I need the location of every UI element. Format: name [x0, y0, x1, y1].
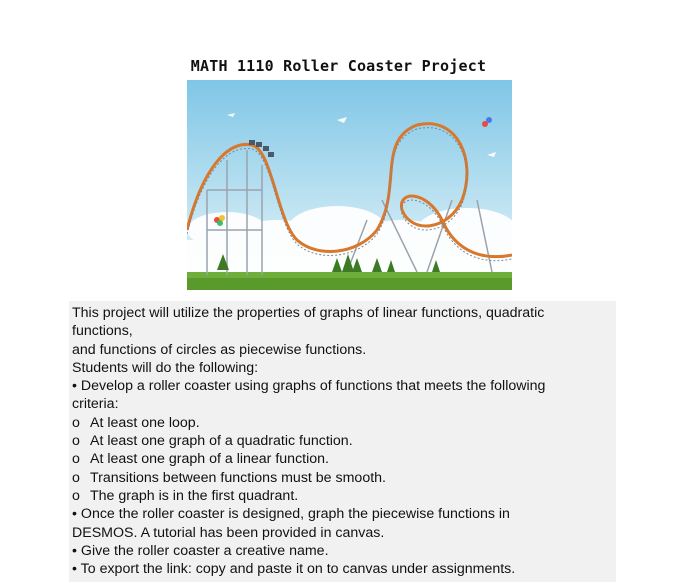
description-line: • Once the roller coaster is designed, graph the piecewise functions in: [72, 506, 510, 523]
page-title: MATH 1110 Roller Coaster Project: [190, 57, 487, 75]
circle-bullet-icon: o: [72, 487, 80, 504]
description-line: This project will utilize the properties of graphs of linear functions, quadratic: [72, 305, 545, 321]
criteria-item: o At least one graph of a linear function.: [72, 451, 329, 468]
criteria-item: o At least one graph of a quadratic function.: [72, 433, 353, 450]
project-description: [72, 304, 612, 578]
description-line: • Give the roller coaster a creative name.: [72, 542, 329, 559]
circle-bullet-icon: o: [72, 433, 80, 450]
description-line: • Develop a roller coaster using graphs of functions that meets the following: [72, 378, 546, 395]
description-line: • To export the link: copy and paste it on to canvas under assignments.: [72, 561, 516, 578]
description-line: criteria:: [72, 396, 119, 413]
description-line: and functions of circles as piecewise functions.: [72, 341, 367, 358]
description-line: DESMOS. A tutorial has been provided in canvas.: [72, 524, 385, 541]
criteria-item: o Transitions between functions must be smooth.: [72, 469, 386, 486]
roller-coaster-image: [187, 80, 512, 290]
circle-bullet-icon: o: [72, 414, 80, 431]
circle-bullet-icon: o: [72, 469, 80, 486]
description-line: functions,: [72, 323, 133, 340]
description-line: Students will do the following:: [72, 359, 259, 376]
circle-bullet-icon: o: [72, 451, 80, 468]
criteria-item: o The graph is in the first quadrant.: [72, 487, 299, 504]
criteria-item: o At least one loop.: [72, 414, 200, 431]
